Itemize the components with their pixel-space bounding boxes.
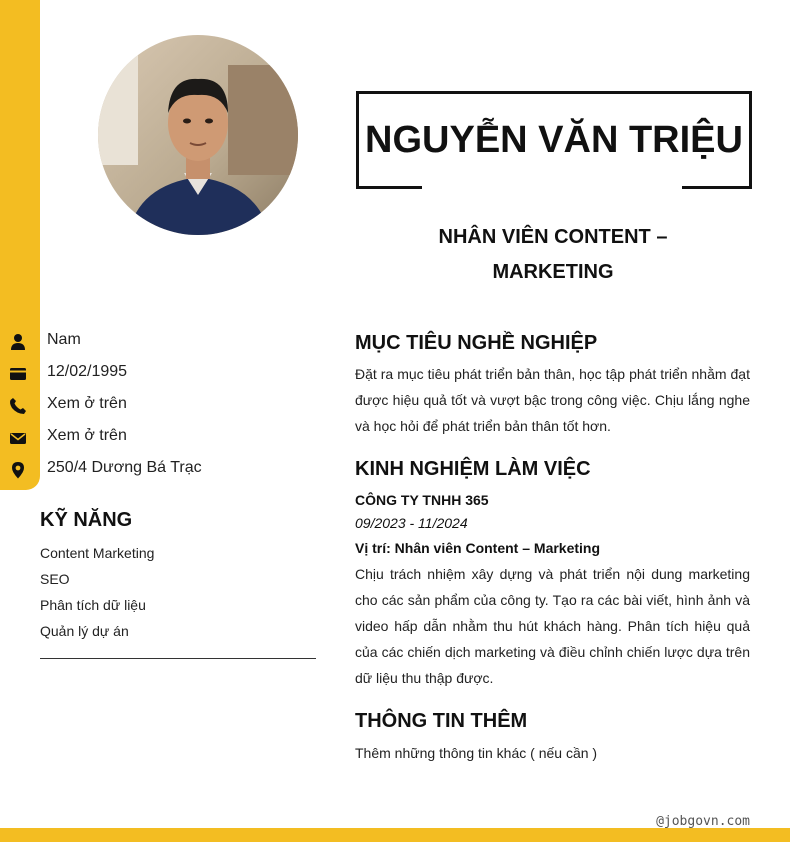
phone-value: Xem ở trên	[47, 395, 127, 412]
company-name: CÔNG TY TNHH 365	[355, 492, 489, 508]
mail-icon	[9, 429, 27, 447]
skill-item: Phân tích dữ liệu	[40, 597, 146, 613]
card-icon	[9, 365, 27, 383]
skills-heading: KỸ NĂNG	[40, 509, 133, 531]
avatar	[98, 35, 298, 235]
objective-heading: MỤC TIÊU NGHỀ NGHIỆP	[355, 332, 598, 354]
experience-description: Chịu trách nhiệm xây dựng và phát triển nội dung marketing cho các sản phẩm của công ty. Tạo ra các bài viết, hình ảnh và video hấp dẫn nhằm thu hút khách hàng. Phân tích hiệu quả của các chiến dịch marketing và điều chỉnh chiến lược dựa trên dữ liệu thu thập được.	[355, 566, 750, 686]
watermark: @jobgovn.com	[656, 814, 750, 829]
person-icon	[9, 333, 27, 351]
contact-address	[0, 454, 330, 486]
additional-text: Thêm những thông tin khác ( nếu cần )	[355, 745, 598, 761]
job-title: NHÂN VIÊN CONTENT – MARKETING	[438, 226, 668, 283]
objective-text: Đặt ra mục tiêu phát triển bản thân, học tập phát triển nhằm đạt được hiệu quả tốt và vượt bậc trong công việc. Chịu lắng nghe và học hỏi để phát triển bản thân tốt hơn.	[355, 366, 750, 434]
email-value: Xem ở trên	[47, 427, 127, 444]
contact-phone	[0, 390, 330, 422]
experience-heading: KINH NGHIỆM LÀM VIỆC	[355, 458, 591, 480]
candidate-name: NGUYỄN VĂN TRIỆU	[365, 119, 743, 161]
location-icon	[9, 461, 27, 479]
skill-item: Content Marketing	[40, 545, 155, 561]
skill-item: Quản lý dự án	[40, 623, 129, 639]
position-title: Vị trí: Nhân viên Content – Marketing	[355, 540, 601, 556]
contact-gender	[0, 326, 330, 358]
skill-item: SEO	[40, 571, 70, 587]
phone-icon	[9, 397, 27, 415]
address-value: 250/4 Dương Bá Trạc	[47, 459, 202, 476]
skills-divider	[40, 658, 316, 659]
gender-value: Nam	[47, 331, 81, 348]
additional-heading: THÔNG TIN THÊM	[355, 710, 528, 732]
contact-birthdate	[0, 358, 330, 390]
birthdate-value: 12/02/1995	[47, 363, 128, 380]
footer-accent-bar	[0, 828, 790, 842]
employment-dates: 09/2023 - 11/2024	[355, 515, 468, 531]
contact-email	[0, 422, 330, 454]
